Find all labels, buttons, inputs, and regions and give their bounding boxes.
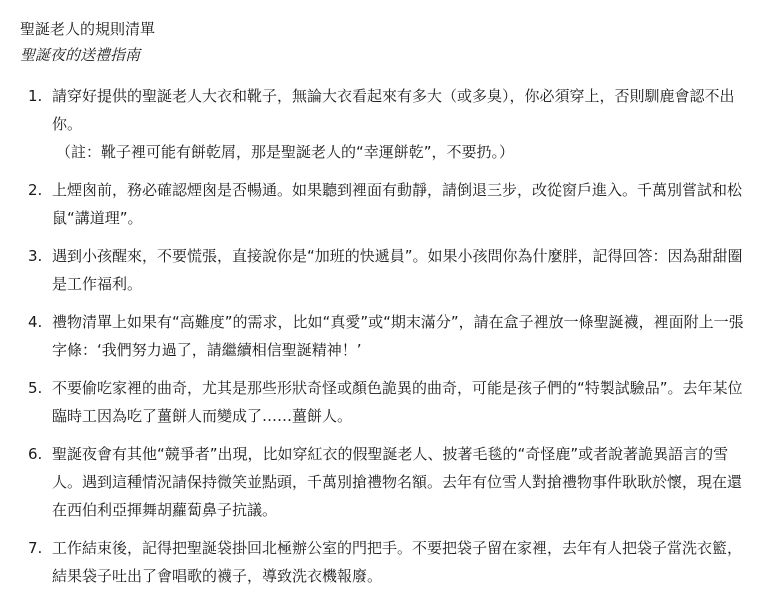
list-item-number: 7.: [28, 539, 43, 557]
list-item: [20, 534, 752, 590]
list-item-text: 不要偷吃家裡的曲奇，尤其是那些形狀奇怪或顏色詭異的曲奇，可能是孩子們的“特製試驗品”。去年某位臨時工因為吃了薑餅人而變成了……薑餅人。: [52, 379, 743, 425]
list-item-number: 6.: [28, 445, 43, 463]
list-item-number: 5.: [28, 379, 43, 397]
document-subtitle: 聖誕夜的送禮指南: [20, 46, 141, 64]
list-item-text: 遇到小孩醒來，不要慌張，直接說你是“加班的快遞員”。如果小孩問你為什麼胖，記得回答：因為甜甜圈是工作福利。: [52, 247, 743, 293]
rules-list: [20, 82, 752, 590]
list-item-number: 3.: [28, 247, 43, 265]
list-item-text: 聖誕夜會有其他“競爭者”出現，比如穿紅衣的假聖誕老人、披著毛毯的“奇怪鹿”或者說著詭異語言的雪人。遇到這種情況請保持微笑並點頭，千萬別搶禮物名額。去年有位雪人對搶禮物事件耿耿於懷，現在還在西伯利亞揮舞胡蘿蔔鼻子抗議。: [52, 445, 743, 519]
list-item: [20, 82, 752, 166]
list-item-number: 2.: [28, 181, 43, 199]
list-item-text: 工作結束後，記得把聖誕袋掛回北極辦公室的門把手。不要把袋子留在家裡，去年有人把袋子當洗衣籃，結果袋子吐出了會唱歌的襪子，導致洗衣機報廢。: [52, 539, 743, 585]
list-item-text: 禮物清單上如果有“高難度”的需求，比如“真愛”或“期末滿分”，請在盒子裡放一條聖誕襪，裡面附上一張字條：‘我們努力過了，請繼續相信聖誕精神！’: [52, 313, 744, 359]
list-item: [20, 308, 752, 364]
document-title: 聖誕老人的規則清單: [20, 20, 156, 38]
list-item-note: （註：靴子裡可能有餅乾屑，那是聖誕老人的“幸運餅乾”，不要扔。）: [56, 143, 515, 161]
list-item: [20, 176, 752, 232]
list-item: [20, 242, 752, 298]
list-item-text: 請穿好提供的聖誕老人大衣和靴子，無論大衣看起來有多大（或多臭），你必須穿上，否則馴鹿會認不出你。: [52, 87, 735, 133]
list-item: [20, 374, 752, 430]
list-item-number: 4.: [28, 313, 43, 331]
list-item-number: 1.: [28, 87, 43, 105]
list-item: [20, 440, 752, 524]
list-item-text: 上煙囪前，務必確認煙囪是否暢通。如果聽到裡面有動靜，請倒退三步，改從窗戶進入。千萬別嘗試和松鼠“講道理”。: [52, 181, 743, 227]
